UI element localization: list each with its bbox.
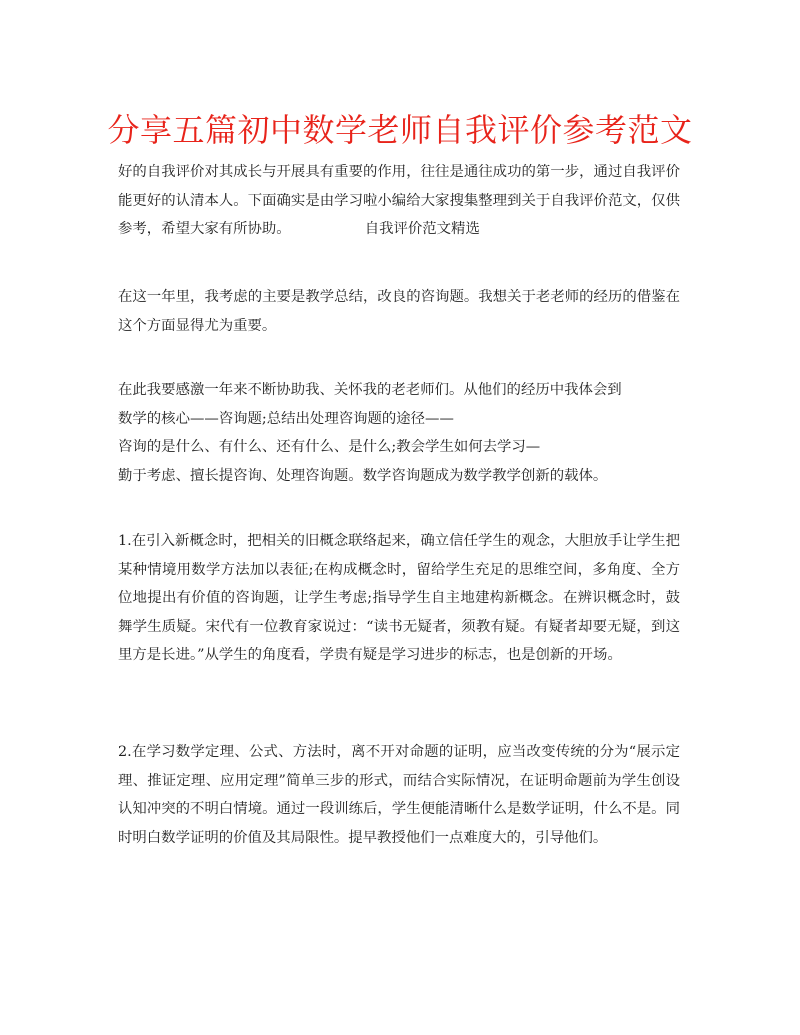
paragraph-2-line: 在此我要感激一年来不断协助我、关怀我的老老师们。从他们的经历中我体会到	[118, 382, 622, 398]
paragraph-2	[118, 376, 680, 490]
point-2-paragraph: 2.在学习数学定理、公式、方法时，离不开对命题的证明，应当改变传统的分为“展示定理、推证定理、应用定理”简单三步的形式，而结合实际情况，在证明命题前为学生创设认知冲突的不明白情境。通过一段训练后，学生便能清晰什么是数学证明，什么不是。同时明白数学证明的价值及其局限性。提早教授他们一点难度大的，引导他们。	[118, 744, 680, 846]
paragraph-2-line: 数学的核心——咨询题;总结出处理咨询题的途径——	[118, 410, 454, 427]
paragraph-1: 在这一年里，我考虑的主要是教学总结，改良的咨询题。我想关于老老师的经历的借鉴在这个方面显得尤为重要。	[118, 289, 680, 334]
intro-paragraph	[118, 158, 680, 244]
intro-section-label: 自我评价范文精选	[364, 221, 480, 238]
point-1-paragraph: 1.在引入新概念时，把相关的旧概念联络起来，确立信任学生的观念，大胆放手让学生把某种情境用数学方法加以表征;在构成概念时，留给学生充足的思维空间，多角度、全方位地提出有价值的咨询题，让学生考虑;指导学生自主地建构新概念。在辨识概念时，鼓舞学生质疑。宋代有一位教育家说过：“读书无疑者，须教有疑。有疑者却要无疑，到这里方是长进。”从学生的角度看，学贵有疑是学习进步的标志，也是创新的开场。	[118, 533, 680, 664]
document-title: 分享五篇初中数学老师自我评价参考范文	[107, 111, 693, 149]
intro-text: 好的自我评价对其成长与开展具有重要的作用，往往是通往成功的第一步，通过自我评价能更好的认清本人。下面确实是由学习啦小编给大家搜集整理到关于自我评价范文，仅供参考，希望大家有所协助。	[118, 164, 680, 238]
paragraph-2-line: 勤于考虑、擅长提咨询、处理咨询题。数学咨询题成为数学教学创新的载体。	[118, 467, 608, 484]
paragraph-2-line: 咨询的是什么、有什么、还有什么、是什么;教会学生如何去学习—	[118, 439, 541, 456]
